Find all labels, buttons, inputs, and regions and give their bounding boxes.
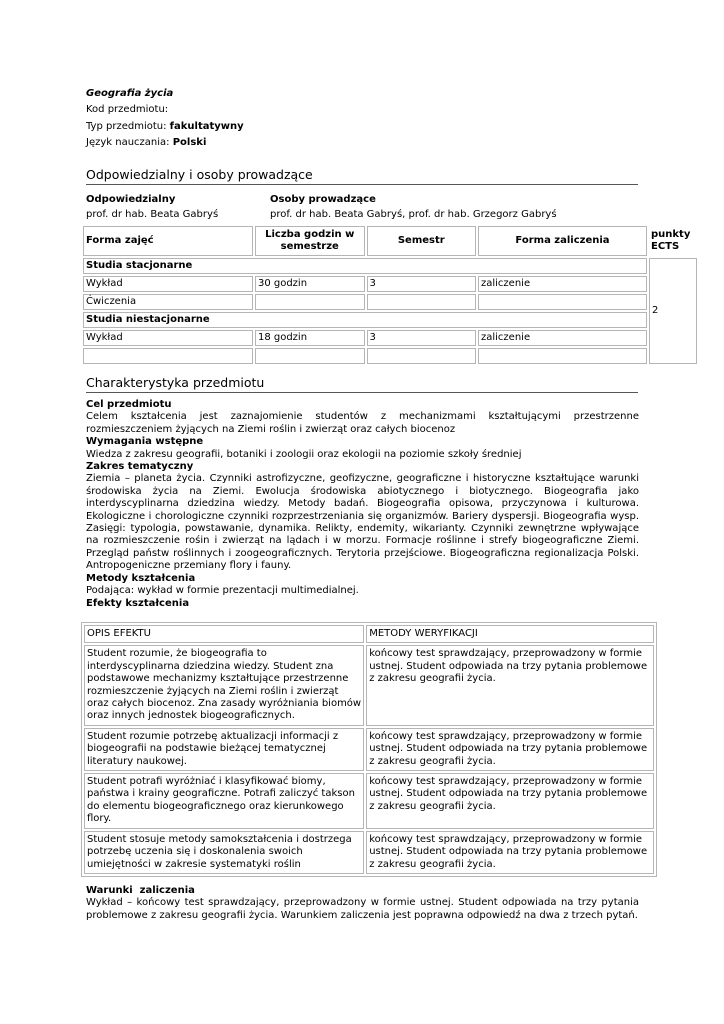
cell-semester [367, 348, 476, 364]
responsible-label: Odpowiedzialny [86, 194, 176, 205]
conditions-text: Wykład – końcowy test sprawdzający, przeprowadzony w formie ustnej. Student odpowiada na trzy pytania problemowe z zakresu geografii życia. Warunkiem zaliczenia jest poprawna odpowiedź na dwa z trzech pytań. [86, 897, 639, 921]
course-code-label: Kod przedmiotu: [86, 104, 169, 115]
course-language [86, 135, 206, 151]
course-type-label: Typ przedmiotu: [86, 121, 167, 132]
requirements-label: Wymagania wstępne [86, 436, 204, 448]
course-language-value: Polski [172, 137, 207, 148]
cell-hours [255, 348, 365, 364]
goal-text: Celem kształcenia jest zaznajomienie studentów z mechanizmami kształtującymi przestrzenne rozmieszczeniem żyjących na Ziemi roślin i zwierząt oraz całych biocenoz [86, 411, 639, 435]
responsible-value: prof. dr hab. Beata Gabryś [86, 209, 219, 220]
cell-semester [367, 294, 476, 310]
conditions-label: Warunki zaliczenia [86, 885, 195, 896]
effect-method: końcowy test sprawdzający, przeprowadzony w formie ustnej. Student odpowiada na trzy pytania problemowe z zakresu geografii życia. [366, 728, 654, 771]
course-type [86, 119, 244, 135]
group-label-part-time: Studia niestacjonarne [83, 312, 647, 328]
requirements-text: Wiedza z zakresu geografii, botaniki i zoologii oraz ekologii na poziomie szkoły średniej [86, 448, 522, 460]
cell-hours [255, 294, 365, 310]
table-row [83, 348, 697, 364]
effect-description: Student rozumie potrzebę aktualizacji informacji z biogeografii na podstawie bieżącej tematycznej literatury naukowej. [84, 728, 364, 771]
table-row [84, 831, 654, 874]
header-form: Forma zajęć [83, 226, 253, 256]
section-title-characteristics: Charakterystyka przedmiotu [86, 374, 638, 393]
header-hours: Liczba godzin w semestrze [255, 226, 365, 256]
cell-form: Ćwiczenia [83, 294, 253, 310]
methods-label: Metody kształcenia [86, 572, 196, 584]
header-ects: punkty ECTS [651, 229, 691, 252]
course-type-value: fakultatywny [169, 121, 244, 132]
cell-credit: zaliczenie [478, 330, 647, 346]
conditions-block [86, 885, 639, 922]
effect-description: Student stosuje metody samokształcenia i dostrzega potrzebę uczenia się i doskonalenia swoich umiejętności w zakresie systematyki roślin [84, 831, 364, 874]
effects-header-desc: OPIS EFEKTU [84, 625, 364, 643]
section-title-responsible: Odpowiedzialny i osoby prowadzące [86, 166, 638, 185]
course-title: Geografia życia [86, 88, 174, 99]
cell-credit [478, 348, 647, 364]
cell-hours: 30 godzin [255, 276, 365, 292]
effects-header-method: METODY WERYFIKACJI [366, 625, 654, 643]
effect-method: końcowy test sprawdzający, przeprowadzony w formie ustnej. Student odpowiada na trzy pytania problemowe z zakresu geografii życia. [366, 645, 654, 725]
table-row [84, 645, 654, 725]
table-row [84, 773, 654, 829]
teachers-value: prof. dr hab. Beata Gabryś, prof. dr hab. Grzegorz Gabryś [270, 209, 557, 220]
classes-table-header-row [83, 226, 697, 256]
cell-semester: 3 [367, 276, 476, 292]
group-row-stationary [83, 258, 697, 274]
course-language-label: Język nauczania: [86, 137, 170, 148]
scope-text: Ziemia – planeta życia. Czynniki astrofizyczne, geofizyczne, geograficzne i historyczne kształtujące warunki środowiska życia na Ziemi. Ewolucja środowiska abiotycznego i biotycznego. Biogeografia jako interdyscyplinarna dziedzina wiedzy. Metody badań. Biogeografia opisowa, przyczynowa i kulturowa. Ekologiczne i chorologiczne czynniki rozprzestrzeniania się organizmów. Bariery dyspersji. Biogeografia wysp. Zasięgi: typologia, powstawanie, dynamika. Relikty, endemity, wikarianty. Czynniki zewnętrzne wpływające na rozmieszczenie rośin i zwierząt na lądach i w morzu. Formacje roślinne i strefy biogeograficzne Ziemi. Przegląd państw roślinnych i zoogeograficznych. Terytoria przejściowe. Biogeograficzna regionalizacja Polski. Antropogeniczne przemiany flory i fauny. [86, 473, 639, 572]
effect-description: Student rozumie, że biogeografia to interdyscyplinarna dziedzina wiedzy. Student zna podstawowe mechanizmy kształtujące przestrzenne rozmieszczenie żyjących na Ziemi roślin i zwierząt oraz całych biocenoz. Zna zasady wyróżniania biomów oraz innych jednostek biogeograficznych. [84, 645, 364, 725]
effect-description: Student potrafi wyróżniać i klasyfikować biomy, państwa i krainy geograficzne. Potrafi zaliczyć takson do elementu biogeograficznego oraz kierunkowego flory. [84, 773, 364, 829]
goal-label: Cel przedmiotu [86, 399, 172, 410]
characteristics-body [86, 399, 639, 610]
cell-credit [478, 294, 647, 310]
group-row-part-time [83, 312, 697, 328]
effect-method: końcowy test sprawdzający, przeprowadzony w formie ustnej. Student odpowiada na trzy pytania problemowe z zakresu geografii życia. [366, 831, 654, 874]
effects-table [81, 622, 657, 877]
scope-label: Zakres tematyczny [86, 461, 194, 473]
cell-form: Wykład [83, 276, 253, 292]
effect-method: końcowy test sprawdzający, przeprowadzony w formie ustnej. Student odpowiada na trzy pytania problemowe z zakresu geografii życia. [366, 773, 654, 829]
cell-hours: 18 godzin [255, 330, 365, 346]
header-semester: Semestr [367, 226, 476, 256]
group-label-stationary: Studia stacjonarne [83, 258, 647, 274]
ects-value: 2 [649, 258, 697, 364]
table-row [83, 276, 697, 292]
cell-semester: 3 [367, 330, 476, 346]
cell-form [83, 348, 253, 364]
table-row [84, 728, 654, 771]
table-row [83, 330, 697, 346]
effects-label: Efekty kształcenia [86, 597, 190, 609]
methods-text: Podająca: wykład w formie prezentacji multimedialnej. [86, 585, 359, 597]
classes-table [81, 224, 699, 366]
cell-form: Wykład [83, 330, 253, 346]
effects-header-row [84, 625, 654, 643]
cell-credit: zaliczenie [478, 276, 647, 292]
table-row [83, 294, 697, 310]
header-credit-form: Forma zaliczenia [478, 226, 647, 256]
teachers-label: Osoby prowadzące [270, 194, 376, 205]
